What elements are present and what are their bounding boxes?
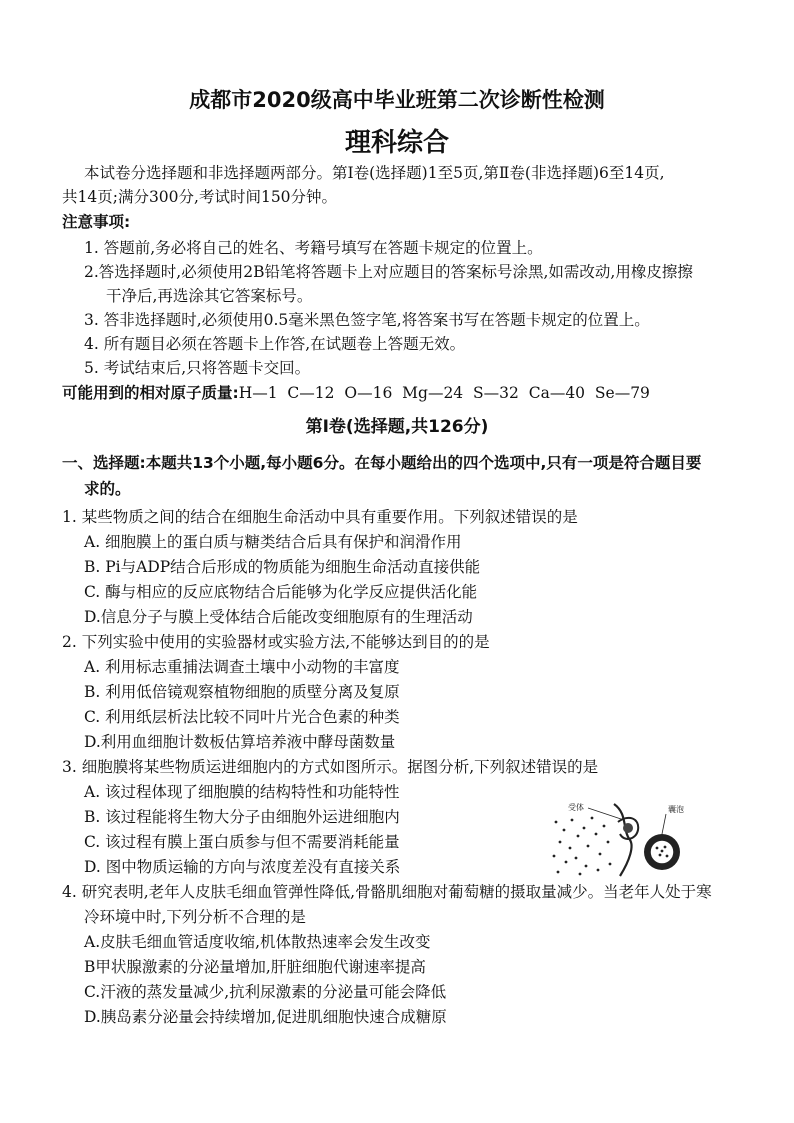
notes-heading: 注意事项: (62, 213, 131, 231)
endocytosis-figure (548, 800, 698, 878)
note-item: 4. 所有题目必须在答题卡上作答,在试题卷上答题无效。 (84, 335, 466, 353)
section-instruction: 一、选择题:本题共13个小题,每小题6分。在每小题给出的四个选项中,只有一项是符合题目要 (62, 454, 702, 472)
atomic-mass-row (62, 382, 650, 404)
atomic-mass-label: 可能用到的相对原子质量: (62, 384, 239, 402)
question-stem-continued: 冷环境中时,下列分析不合理的是 (84, 908, 306, 926)
cell-membrane (614, 804, 632, 876)
question-option: A. 该过程体现了细胞膜的结构特性和功能特性 (84, 783, 400, 801)
question-stem: 4. 研究表明,老年人皮肤毛细血管弹性降低,骨骼肌细胞对葡萄糖的摄取量减少。当老年人处于寒 (62, 883, 712, 901)
question-option: B. 该过程能将生物大分子由细胞外运进细胞内 (84, 808, 400, 826)
question-option: D.利用血细胞计数板估算培养液中酵母菌数量 (84, 733, 396, 751)
question-option: C. 该过程有膜上蛋白质参与但不需要消耗能量 (84, 833, 400, 851)
note-item-continued: 干净后,再选涂其它答案标号。 (106, 287, 313, 305)
question-option: D.信息分子与膜上受体结合后能改变细胞原有的生理活动 (84, 608, 473, 626)
section-instruction-continued: 求的。 (84, 480, 131, 498)
intro-line-1: 本试卷分选择题和非选择题两部分。第Ⅰ卷(选择题)1至5页,第Ⅱ卷(非选择题)6至14页, (84, 164, 665, 182)
note-item: 3. 答非选择题时,必须使用0.5毫米黑色签字笔,将答案书写在答题卡规定的位置上。 (84, 311, 650, 329)
question-stem: 1. 某些物质之间的结合在细胞生命活动中具有重要作用。下列叙述错误的是 (62, 508, 578, 526)
question-option: D. 图中物质运输的方向与浓度差没有直接关系 (84, 858, 401, 876)
question-option: A.皮肤毛细血管适度收缩,机体散热速率会发生改变 (84, 933, 431, 951)
note-item: 1. 答题前,务必将自己的姓名、考籍号填写在答题卡规定的位置上。 (84, 239, 543, 257)
question-option: D.胰岛素分泌量会持续增加,促进肌细胞快速合成糖原 (84, 1008, 447, 1026)
question-stem: 3. 细胞膜将某些物质运进细胞内的方式如图所示。据图分析,下列叙述错误的是 (62, 758, 599, 776)
exam-title: 成都市2020级高中毕业班第二次诊断性检测 (189, 88, 605, 112)
question-option: B甲状腺激素的分泌量增加,肝脏细胞代谢速率提高 (84, 958, 426, 976)
note-item: 2.答选择题时,必须使用2B铅笔将答题卡上对应题目的答案标号涂黑,如需改动,用橡皮擦擦 (84, 263, 693, 281)
question-option: C. 酶与相应的反应底物结合后能够为化学反应提供活化能 (84, 583, 478, 601)
section-title: 第Ⅰ卷(选择题,共126分) (305, 417, 489, 437)
vesicle-leader-line (662, 814, 666, 834)
atomic-mass-values: H—1 C—12 O—16 Mg—24 S—32 Ca—40 Se—79 (238, 384, 650, 402)
receptor-label: 受体 (568, 803, 584, 812)
question-option: B. Pi与ADP结合后形成的物质能为细胞生命活动直接供能 (84, 558, 481, 576)
question-option: B. 利用低倍镜观察植物细胞的质壁分离及复原 (84, 683, 400, 701)
question-option: C.汗液的蒸发量减少,抗利尿激素的分泌量可能会降低 (84, 983, 447, 1001)
vesicle-label: 囊泡 (668, 805, 684, 814)
endocytosis-diagram (548, 800, 698, 878)
question-option: A. 利用标志重捕法调查土壤中小动物的丰富度 (84, 658, 400, 676)
receptor-cargo (623, 823, 633, 833)
intro-line-2: 共14页;满分300分,考试时间150分钟。 (62, 188, 338, 206)
molecule-dots (553, 817, 612, 876)
question-option: A. 细胞膜上的蛋白质与糖类结合后具有保护和润滑作用 (84, 533, 462, 551)
question-stem: 2. 下列实验中使用的实验器材或实验方法,不能够达到目的的是 (62, 633, 490, 651)
note-item: 5. 考试结束后,只将答题卡交回。 (84, 359, 311, 377)
question-option: C. 利用纸层析法比较不同叶片光合色素的种类 (84, 708, 400, 726)
subject-title: 理科综合 (344, 128, 449, 158)
